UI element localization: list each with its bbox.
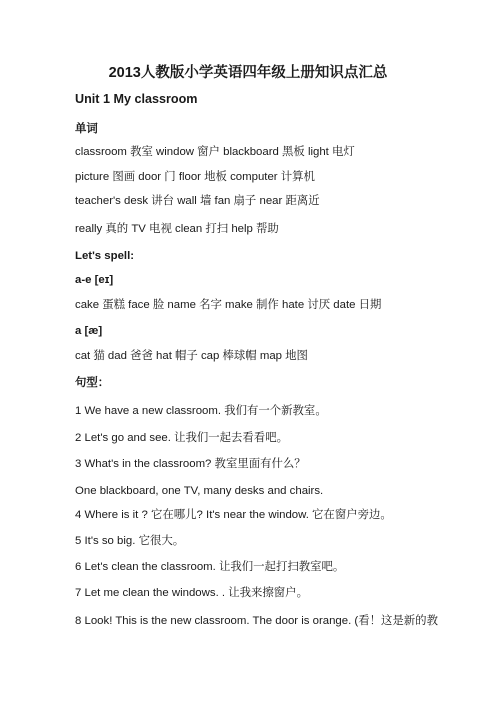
section-sentences-heading: 句型： <box>75 377 110 389</box>
spell-a-heading: a [æ] <box>75 325 103 337</box>
words-line-1: classroom 教室 window 窗户 blackboard 黑板 light 电灯 <box>75 146 355 158</box>
sentence-line: 2 Let's go and see. 让我们一起去看看吧。 <box>75 432 288 444</box>
sentence-line: 7 Let me clean the windows. . 让我来擦窗户。 <box>75 587 308 599</box>
words-line-2: picture 图画 door 门 floor 地板 computer 计算机 <box>75 171 315 183</box>
sentence-line: 1 We have a new classroom. 我们有一个新教室。 <box>75 405 327 417</box>
sentence-line: 4 Where is it ? 它在哪儿? It's near the window. 它在窗户旁边。 <box>75 509 392 521</box>
spell-a-words: cat 猫 dad 爸爸 hat 帽子 cap 棒球帽 map 地图 <box>75 350 308 362</box>
sentence-line: One blackboard, one TV, many desks and chairs. <box>75 485 324 497</box>
section-words-heading: 单词 <box>75 123 98 135</box>
unit-heading: Unit 1 My classroom <box>75 92 198 106</box>
sentence-line: 3 What's in the classroom? 教室里面有什么？ <box>75 458 306 470</box>
words-line-4: really 真的 TV 电视 clean 打扫 help 帮助 <box>75 223 279 235</box>
sentence-line: 6 Let's clean the classroom. 让我们一起打扫教室吧。 <box>75 561 345 573</box>
spell-ae-heading: a-e [eɪ] <box>75 274 114 286</box>
sentence-line: 5 It's so big. 它很大。 <box>75 535 185 547</box>
sentence-line: 8 Look! This is the new classroom. The door is orange. (看！这是新的教 <box>75 615 438 627</box>
page-title: 2013人教版小学英语四年级上册知识点汇总 <box>108 65 388 81</box>
section-spell-heading: Let's spell: <box>75 250 135 262</box>
spell-ae-words: cake 蛋糕 face 脸 name 名字 make 制作 hate 讨厌 date 日期 <box>75 299 382 311</box>
words-line-3: teacher's desk 讲台 wall 墙 fan 扇子 near 距离近 <box>75 195 320 207</box>
